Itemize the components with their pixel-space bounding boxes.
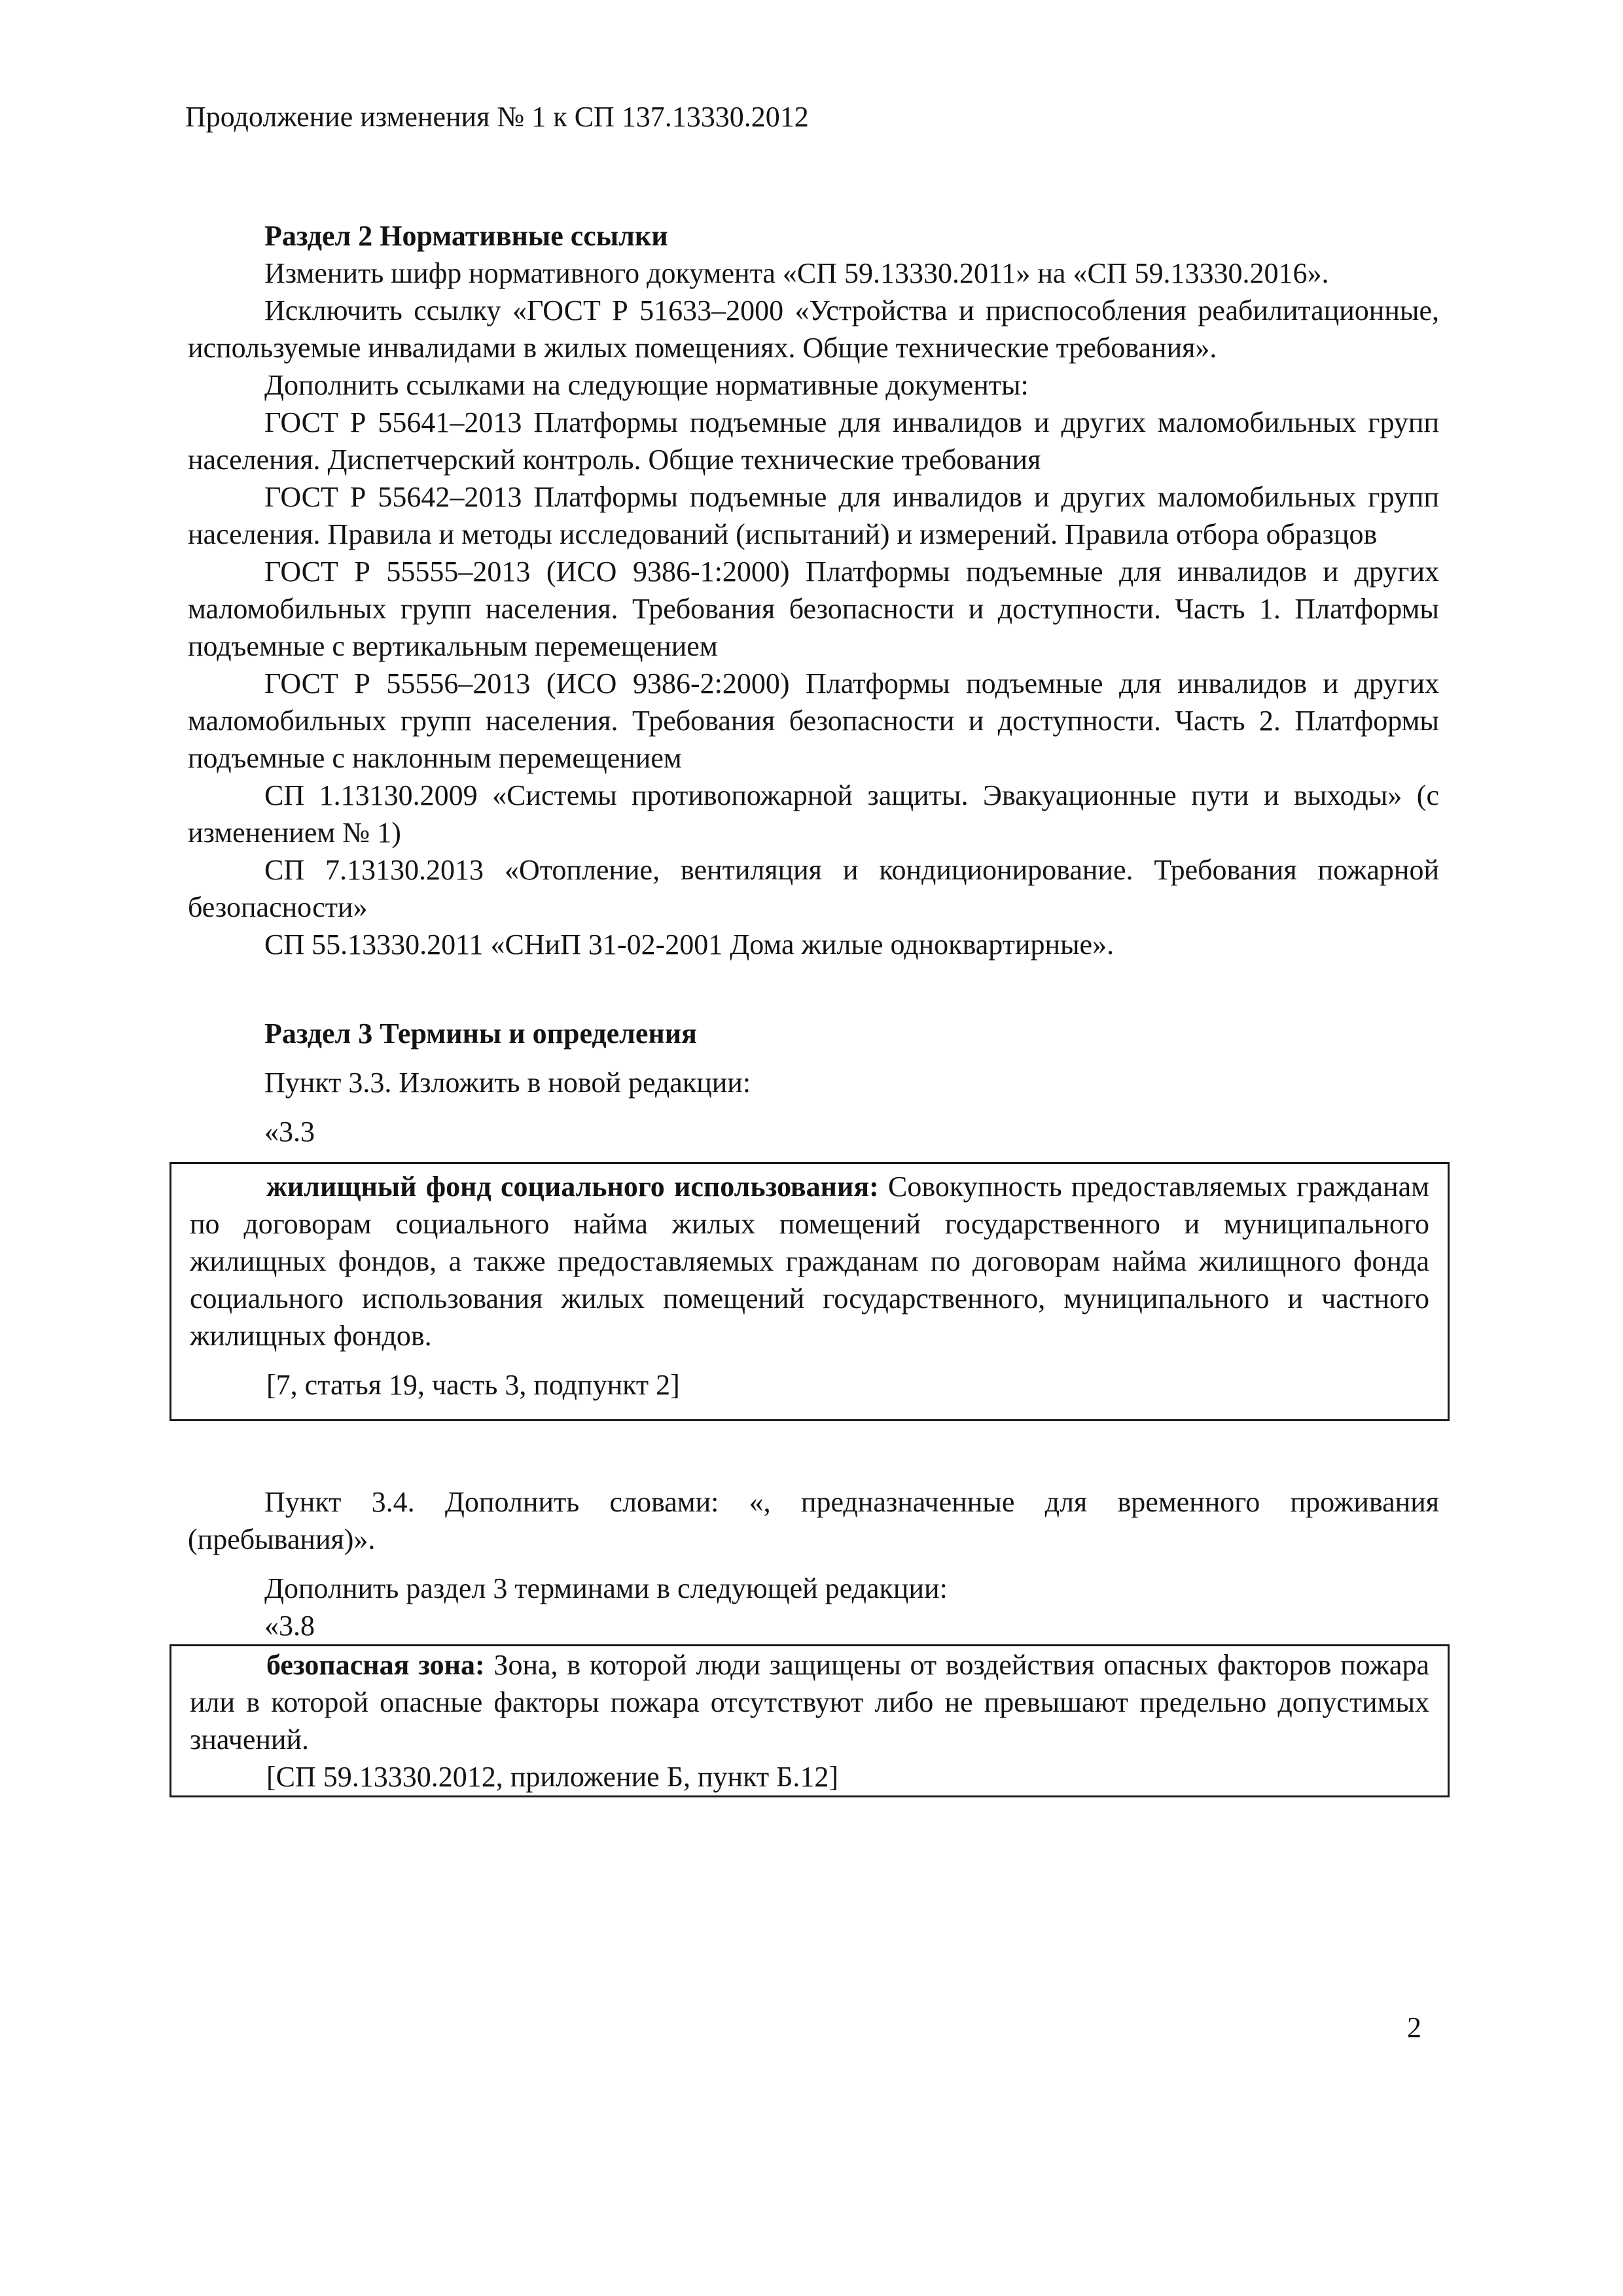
- term-text: Зона, в которой люди защищены от воздействия опасных факторов пожара или в которой опасные факторы пожара отсутствуют либо не превышают предельно допустимых значений.: [190, 1649, 1429, 1756]
- reference-item: ГОСТ Р 55555–2013 (ИСО 9386-1:2000) Платформы подъемные для инвалидов и других маломобильных групп населения. Требования безопасности и доступности. Часть 1. Платформы подъемные с вертикальным перемещением: [188, 556, 1439, 662]
- term-text: Совокупность предоставляемых гражданам по договорам социального найма жилых помещений государственного и муниципального жилищных фондов, а также предоставляемых гражданам по договорам найма жилищного фонда социального использования жилых помещений государственного, муниципального и частного жилищных фондов.: [190, 1171, 1429, 1352]
- term-source: [7, статья 19, часть 3, подпункт 2]: [266, 1369, 680, 1401]
- paragraph: Исключить ссылку «ГОСТ Р 51633–2000 «Устройства и приспособления реабилитационные, используемые инвалидами в жилых помещениях. Общие технические требования».: [188, 294, 1439, 364]
- continuation-header: Продолжение изменения № 1 к СП 137.13330.2012: [185, 101, 809, 133]
- document-body: [188, 217, 1439, 1797]
- paragraph: Пункт 3.3. Изложить в новой редакции:: [264, 1067, 751, 1099]
- paragraph: Дополнить раздел 3 терминами в следующей редакции:: [264, 1572, 948, 1604]
- term-number: «3.8: [264, 1610, 315, 1642]
- term-definition: [190, 1168, 1429, 1354]
- term-name: безопасная зона:: [266, 1649, 485, 1681]
- reference-item: СП 1.13130.2009 «Системы противопожарной защиты. Эвакуационные пути и выходы» (с изменением № 1): [188, 779, 1439, 849]
- reference-item: ГОСТ Р 55641–2013 Платформы подъемные для инвалидов и других маломобильных групп населения. Диспетчерский контроль. Общие технические требования: [188, 406, 1439, 476]
- term-number: «3.3: [264, 1116, 315, 1148]
- section-2-heading: Раздел 2 Нормативные ссылки: [264, 220, 668, 252]
- reference-item: ГОСТ Р 55642–2013 Платформы подъемные для инвалидов и других маломобильных групп населения. Правила и методы исследований (испытаний) и измерений. Правила отбора образцов: [188, 481, 1439, 550]
- term-source: [СП 59.13330.2012, приложение Б, пункт Б.12]: [266, 1761, 839, 1793]
- paragraph: Пункт 3.4. Дополнить словами: «, предназначенные для временного проживания (пребывания)».: [188, 1486, 1439, 1555]
- section-3-heading: Раздел 3 Термины и определения: [264, 1017, 697, 1050]
- term-definition-box: [169, 1162, 1450, 1421]
- page-number: 2: [1407, 2011, 1421, 2043]
- reference-item: ГОСТ Р 55556–2013 (ИСО 9386-2:2000) Платформы подъемные для инвалидов и других маломобильных групп населения. Требования безопасности и доступности. Часть 2. Платформы подъемные с наклонным перемещением: [188, 667, 1439, 774]
- reference-item: СП 55.13330.2011 «СНиП 31-02-2001 Дома жилые одноквартирные».: [264, 928, 1115, 961]
- term-name: жилищный фонд социального использования:: [266, 1171, 879, 1203]
- term-definition-box: [169, 1644, 1450, 1797]
- reference-item: СП 7.13130.2013 «Отопление, вентиляция и кондиционирование. Требования пожарной безопасности»: [188, 854, 1439, 923]
- paragraph: Изменить шифр нормативного документа «СП 59.13330.2011» на «СП 59.13330.2016».: [264, 257, 1329, 289]
- term-definition: [190, 1646, 1429, 1758]
- paragraph: Дополнить ссылками на следующие нормативные документы:: [264, 369, 1029, 401]
